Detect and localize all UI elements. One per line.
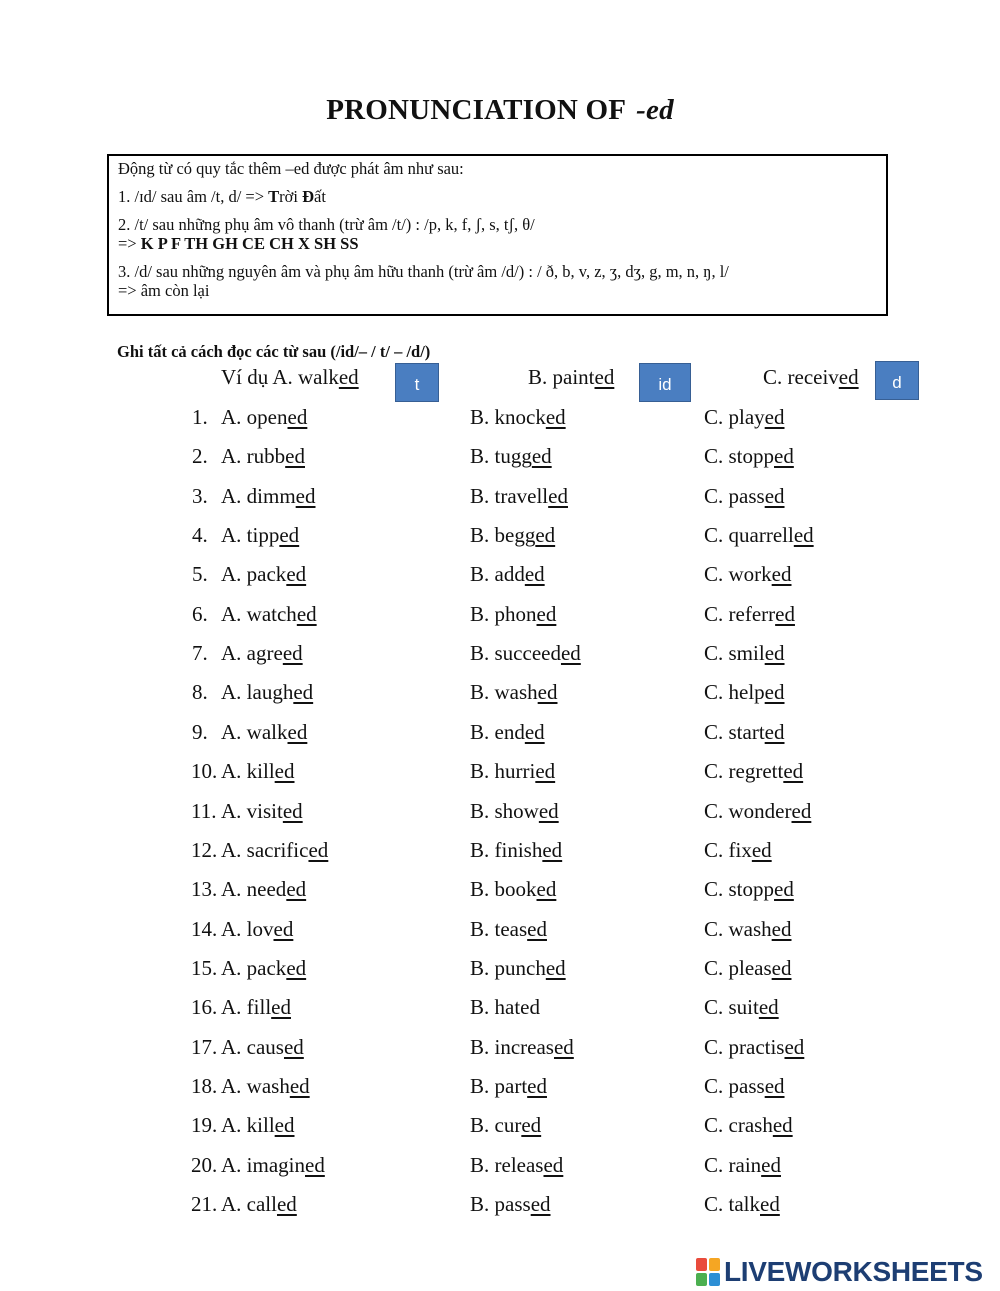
option-c: [704, 1153, 781, 1177]
option-a-ending: ed: [282, 799, 303, 823]
option-b-stem: B. releas: [470, 1153, 544, 1177]
option-b-stem: B. increas: [470, 1035, 554, 1059]
option-b: [470, 444, 552, 468]
row-number: 15.: [191, 956, 218, 980]
option-a-ending: ed: [293, 680, 314, 704]
option-a-stem: A. rubb: [221, 444, 286, 468]
option-a-stem: A. pack: [221, 956, 287, 980]
option-b-stem: B. succeed: [470, 641, 561, 665]
row-number: 6.: [192, 602, 208, 626]
option-c-stem: C. quarrell: [704, 523, 794, 547]
option-c-stem: C. stopp: [704, 444, 775, 468]
option-b-stem: B. punch: [470, 956, 546, 980]
instruction: Ghi tất cả cách đọc các từ sau (/id/– / t/ – /d/): [117, 342, 431, 361]
option-b: [470, 602, 556, 626]
option-b: [470, 877, 556, 901]
option-a: [221, 405, 307, 429]
option-c: [704, 562, 792, 586]
rule-2-mnemonic: [118, 234, 877, 253]
rule-1-text: 1. /ɪd/ sau âm /t, d/ =>: [118, 187, 269, 206]
option-b-ending: ed: [538, 799, 559, 823]
row-number: 5.: [192, 562, 208, 586]
option-b-stem: B. part: [470, 1074, 528, 1098]
option-a-ending: ed: [283, 1035, 304, 1059]
option-a-ending: ed: [296, 602, 317, 626]
option-c-ending: ed: [783, 759, 804, 783]
option-b: [470, 405, 566, 429]
option-a: [221, 799, 303, 823]
rules-intro: Động từ có quy tắc thêm –ed được phát âm như sau:: [118, 159, 464, 178]
option-a-ending: ed: [279, 523, 300, 547]
option-c-stem: C. wonder: [704, 799, 792, 823]
row-number: 3.: [192, 484, 208, 508]
option-a: [221, 1153, 325, 1177]
logo-text: LIVEWORKSHEETS: [724, 1256, 983, 1287]
option-a-ending: ed: [286, 562, 307, 586]
row-number: 9.: [192, 720, 208, 744]
option-a-stem: A. kill: [221, 759, 275, 783]
answer-box-example-c[interactable]: d: [875, 361, 919, 400]
option-a-stem: A. sacrific: [221, 838, 309, 862]
option-b-stem: B. travell: [470, 484, 549, 508]
option-a: [221, 602, 317, 626]
option-c: [704, 405, 785, 429]
option-c-ending: ed: [771, 956, 792, 980]
row-number: 12.: [191, 838, 218, 862]
answer-box-example-a[interactable]: t: [395, 363, 439, 402]
option-c-stem: C. referr: [704, 602, 776, 626]
option-a-stem: A. need: [221, 877, 287, 901]
option-b: [470, 680, 558, 704]
rule-3: 3. /d/ sau những nguyên âm và phụ âm hữu thanh (trừ âm /d/) : / ð, b, v, z, ʒ, dʒ, g, m, n, ŋ, l/: [118, 262, 729, 281]
rule-1: [118, 187, 877, 206]
option-a-ending: ed: [287, 405, 308, 429]
example-b-prefix: B. paint: [528, 365, 595, 389]
example-b: [528, 365, 614, 389]
option-c-stem: C. practis: [704, 1035, 785, 1059]
option-a-ending: ed: [273, 917, 294, 941]
option-b: [470, 1153, 563, 1177]
option-b-ending: ed: [527, 917, 547, 941]
row-number: 1.: [192, 405, 208, 429]
option-b-ending: ed: [535, 523, 556, 547]
option-b: [470, 759, 555, 783]
option-a: [221, 877, 306, 901]
option-a: [221, 917, 293, 941]
rule-1-rest-1: rời: [279, 187, 303, 206]
option-b: [470, 838, 562, 862]
option-a-stem: A. imagin: [221, 1153, 305, 1177]
option-c-stem: C. stopp: [704, 877, 775, 901]
option-a-ending: ed: [271, 995, 291, 1019]
option-a-stem: A. pack: [221, 562, 287, 586]
option-c-stem: C. smil: [704, 641, 765, 665]
row-number: 10.: [191, 759, 218, 783]
option-b-ending: ed: [545, 405, 566, 429]
option-c-stem: C. fix: [704, 838, 752, 862]
option-a-stem: A. wash: [221, 1074, 290, 1098]
option-a-stem: A. lov: [221, 917, 274, 941]
logo-square-red: [696, 1258, 707, 1271]
row-number: 11.: [191, 799, 217, 823]
option-b-stem: B. show: [470, 799, 539, 823]
option-b-stem: B. cur: [470, 1113, 522, 1137]
option-a-stem: A. dimm: [221, 484, 296, 508]
rules-box: [107, 154, 888, 316]
option-a: [221, 1074, 310, 1098]
logo-square-blue: [709, 1273, 720, 1286]
option-b: [470, 641, 581, 665]
option-a-ending: ed: [305, 1153, 325, 1177]
option-c: [704, 956, 791, 980]
option-a-ending: ed: [276, 1192, 297, 1216]
option-a: [221, 523, 299, 547]
option-a-ending: ed: [308, 838, 329, 862]
option-b: [470, 917, 547, 941]
option-a-stem: A. kill: [221, 1113, 275, 1137]
option-c-stem: C. pleas: [704, 956, 772, 980]
option-c-ending: ed: [764, 405, 785, 429]
option-c-ending: ed: [772, 1113, 793, 1137]
option-a: [221, 562, 306, 586]
option-c-stem: C. regrett: [704, 759, 784, 783]
option-c-ending: ed: [793, 523, 814, 547]
page-title: [0, 94, 1000, 127]
option-b-stem: B. end: [470, 720, 525, 744]
option-b-ending: ed: [536, 602, 557, 626]
title-suffix: -ed: [636, 94, 674, 126]
row-number: 16.: [191, 995, 218, 1019]
option-c: [704, 1035, 804, 1059]
option-c-ending: ed: [758, 995, 779, 1019]
rule-1-rest-2: ất: [314, 187, 326, 206]
option-a: [221, 838, 328, 862]
option-c-stem: C. play: [704, 405, 765, 429]
option-b-ending: ed: [524, 720, 545, 744]
option-c: [704, 995, 779, 1019]
option-c-ending: ed: [774, 444, 794, 468]
option-b-ending: ed: [553, 1035, 574, 1059]
row-number: 14.: [191, 917, 218, 941]
option-b-ending: ed: [560, 641, 581, 665]
option-c-stem: C. rain: [704, 1153, 762, 1177]
option-c: [704, 523, 814, 547]
option-a-ending: ed: [286, 877, 307, 901]
option-a: [221, 484, 316, 508]
option-c-stem: C. wash: [704, 917, 772, 941]
option-c-ending: ed: [751, 838, 772, 862]
option-a-stem: A. call: [221, 1192, 277, 1216]
option-a-ending: ed: [287, 720, 308, 744]
example-c-ed: ed: [838, 365, 859, 389]
option-c-ending: ed: [761, 1153, 781, 1177]
option-c: [704, 444, 794, 468]
option-a-stem: A. tipp: [221, 523, 280, 547]
option-c: [704, 877, 794, 901]
row-number: 8.: [192, 680, 208, 704]
option-c: [704, 1074, 785, 1098]
option-c-ending: ed: [764, 484, 785, 508]
rule-3-remaining: => âm còn lại: [118, 281, 210, 300]
option-b-stem: B. hurri: [470, 759, 536, 783]
option-a-ending: ed: [289, 1074, 310, 1098]
option-a-stem: A. agre: [221, 641, 283, 665]
option-b-ending: ed: [543, 1153, 564, 1177]
option-c-stem: C. suit: [704, 995, 759, 1019]
option-b-stem: B. begg: [470, 523, 536, 547]
option-c-ending: ed: [764, 680, 785, 704]
option-b-stem: B. pass: [470, 1192, 531, 1216]
option-a: [221, 680, 313, 704]
example-a-prefix: Ví dụ A.: [221, 365, 299, 389]
option-c: [704, 759, 803, 783]
option-a: [221, 759, 295, 783]
example-b-ed: ed: [594, 365, 615, 389]
option-c-stem: C. start: [704, 720, 765, 744]
option-c-ending: ed: [764, 641, 785, 665]
option-a-stem: A. open: [221, 405, 288, 429]
option-c-stem: C. talk: [704, 1192, 760, 1216]
option-b-ending: ed: [521, 1113, 542, 1137]
row-number: 20.: [191, 1153, 218, 1177]
option-a: [221, 641, 303, 665]
option-b: [470, 720, 545, 744]
rule-1-bold-d: Đ: [302, 187, 315, 206]
row-number: 2.: [192, 444, 208, 468]
option-b-stem: B. knock: [470, 405, 546, 429]
option-a-ending: ed: [295, 484, 316, 508]
option-a: [221, 995, 291, 1019]
option-b-stem: B. finish: [470, 838, 543, 862]
option-c: [704, 641, 785, 665]
option-a: [221, 1192, 297, 1216]
rule-1-bold-t: T: [268, 187, 280, 206]
option-b-stem: B. add: [470, 562, 525, 586]
option-b-ending: ed: [535, 759, 556, 783]
option-a-ending: ed: [274, 1113, 295, 1137]
row-number: 17.: [191, 1035, 218, 1059]
option-a: [221, 720, 307, 744]
option-c-stem: C. pass: [704, 484, 765, 508]
rule-2: 2. /t/ sau những phụ âm vô thanh (trừ âm /t/) : /p, k, f, ʃ, s, tʃ, θ/: [118, 215, 535, 234]
option-c: [704, 1113, 793, 1137]
option-c: [704, 602, 795, 626]
option-a: [221, 444, 305, 468]
option-a-ending: ed: [286, 956, 307, 980]
option-b: [470, 956, 566, 980]
option-c-ending: ed: [791, 799, 812, 823]
row-number: 18.: [191, 1074, 218, 1098]
option-a-ending: ed: [285, 444, 305, 468]
liveworksheets-logo-icon: [696, 1258, 720, 1286]
option-b: [470, 1113, 541, 1137]
option-a-stem: A. caus: [221, 1035, 284, 1059]
option-c: [704, 680, 785, 704]
option-b-ending: ed: [548, 484, 568, 508]
option-c-ending: ed: [771, 917, 792, 941]
option-b-ending: ed: [536, 877, 557, 901]
option-b-stem: B. book: [470, 877, 537, 901]
option-c-stem: C. work: [704, 562, 772, 586]
option-b-stem: B. tugg: [470, 444, 532, 468]
logo-square-green: [696, 1273, 707, 1286]
option-c-ending: ed: [784, 1035, 805, 1059]
option-b: [470, 995, 540, 1019]
option-b: [470, 1192, 551, 1216]
example-c-prefix: C. receiv: [763, 365, 839, 389]
option-a: [221, 1113, 295, 1137]
example-a: [221, 365, 359, 389]
option-c: [704, 838, 772, 862]
option-c: [704, 484, 785, 508]
rule-2-letters: K P F TH GH CE CH X SH SS: [140, 234, 359, 253]
option-a: [221, 1035, 304, 1059]
option-b-stem: B. hated: [470, 995, 540, 1019]
option-c-stem: C. pass: [704, 1074, 765, 1098]
option-b-stem: B. wash: [470, 680, 538, 704]
option-b-ending: ed: [542, 838, 563, 862]
option-c-ending: ed: [764, 720, 785, 744]
option-a-stem: A. visit: [221, 799, 283, 823]
option-b-ending: ed: [530, 1192, 551, 1216]
option-a-ending: ed: [274, 759, 295, 783]
row-number: 7.: [192, 641, 208, 665]
rule-2-arrow: =>: [118, 234, 141, 253]
option-b-ending: ed: [524, 562, 545, 586]
option-b: [470, 1035, 574, 1059]
row-number: 21.: [191, 1192, 218, 1216]
option-c: [704, 917, 792, 941]
option-b: [470, 799, 559, 823]
option-b-ending: ed: [545, 956, 566, 980]
title-main: PRONUNCIATION OF: [326, 94, 627, 126]
option-a-stem: A. walk: [221, 720, 288, 744]
option-a: [221, 956, 306, 980]
option-c-ending: ed: [760, 1192, 780, 1216]
option-c-stem: C. crash: [704, 1113, 773, 1137]
option-c: [704, 799, 811, 823]
option-b-stem: B. phon: [470, 602, 537, 626]
option-b: [470, 523, 555, 547]
option-c-ending: ed: [771, 562, 792, 586]
option-c-ending: ed: [775, 602, 795, 626]
option-c-ending: ed: [774, 877, 794, 901]
option-c: [704, 1192, 780, 1216]
example-c: [763, 365, 859, 389]
option-b-stem: B. teas: [470, 917, 528, 941]
option-b-ending: ed: [537, 680, 558, 704]
option-b: [470, 1074, 547, 1098]
example-a-stem: walk: [298, 365, 339, 389]
option-b-ending: ed: [527, 1074, 547, 1098]
row-number: 19.: [191, 1113, 218, 1137]
logo-square-orange: [709, 1258, 720, 1271]
option-c-stem: C. help: [704, 680, 765, 704]
option-a-stem: A. laugh: [221, 680, 294, 704]
option-b: [470, 484, 568, 508]
option-b: [470, 562, 545, 586]
option-b-ending: ed: [531, 444, 552, 468]
answer-box-example-b[interactable]: id: [639, 363, 691, 402]
option-a-ending: ed: [282, 641, 303, 665]
row-number: 4.: [192, 523, 208, 547]
row-number: 13.: [191, 877, 218, 901]
option-a-stem: A. fill: [221, 995, 272, 1019]
option-c-ending: ed: [764, 1074, 785, 1098]
option-c: [704, 720, 785, 744]
example-a-ed: ed: [338, 365, 359, 389]
liveworksheets-logo: [696, 1255, 983, 1289]
option-a-stem: A. watch: [221, 602, 297, 626]
